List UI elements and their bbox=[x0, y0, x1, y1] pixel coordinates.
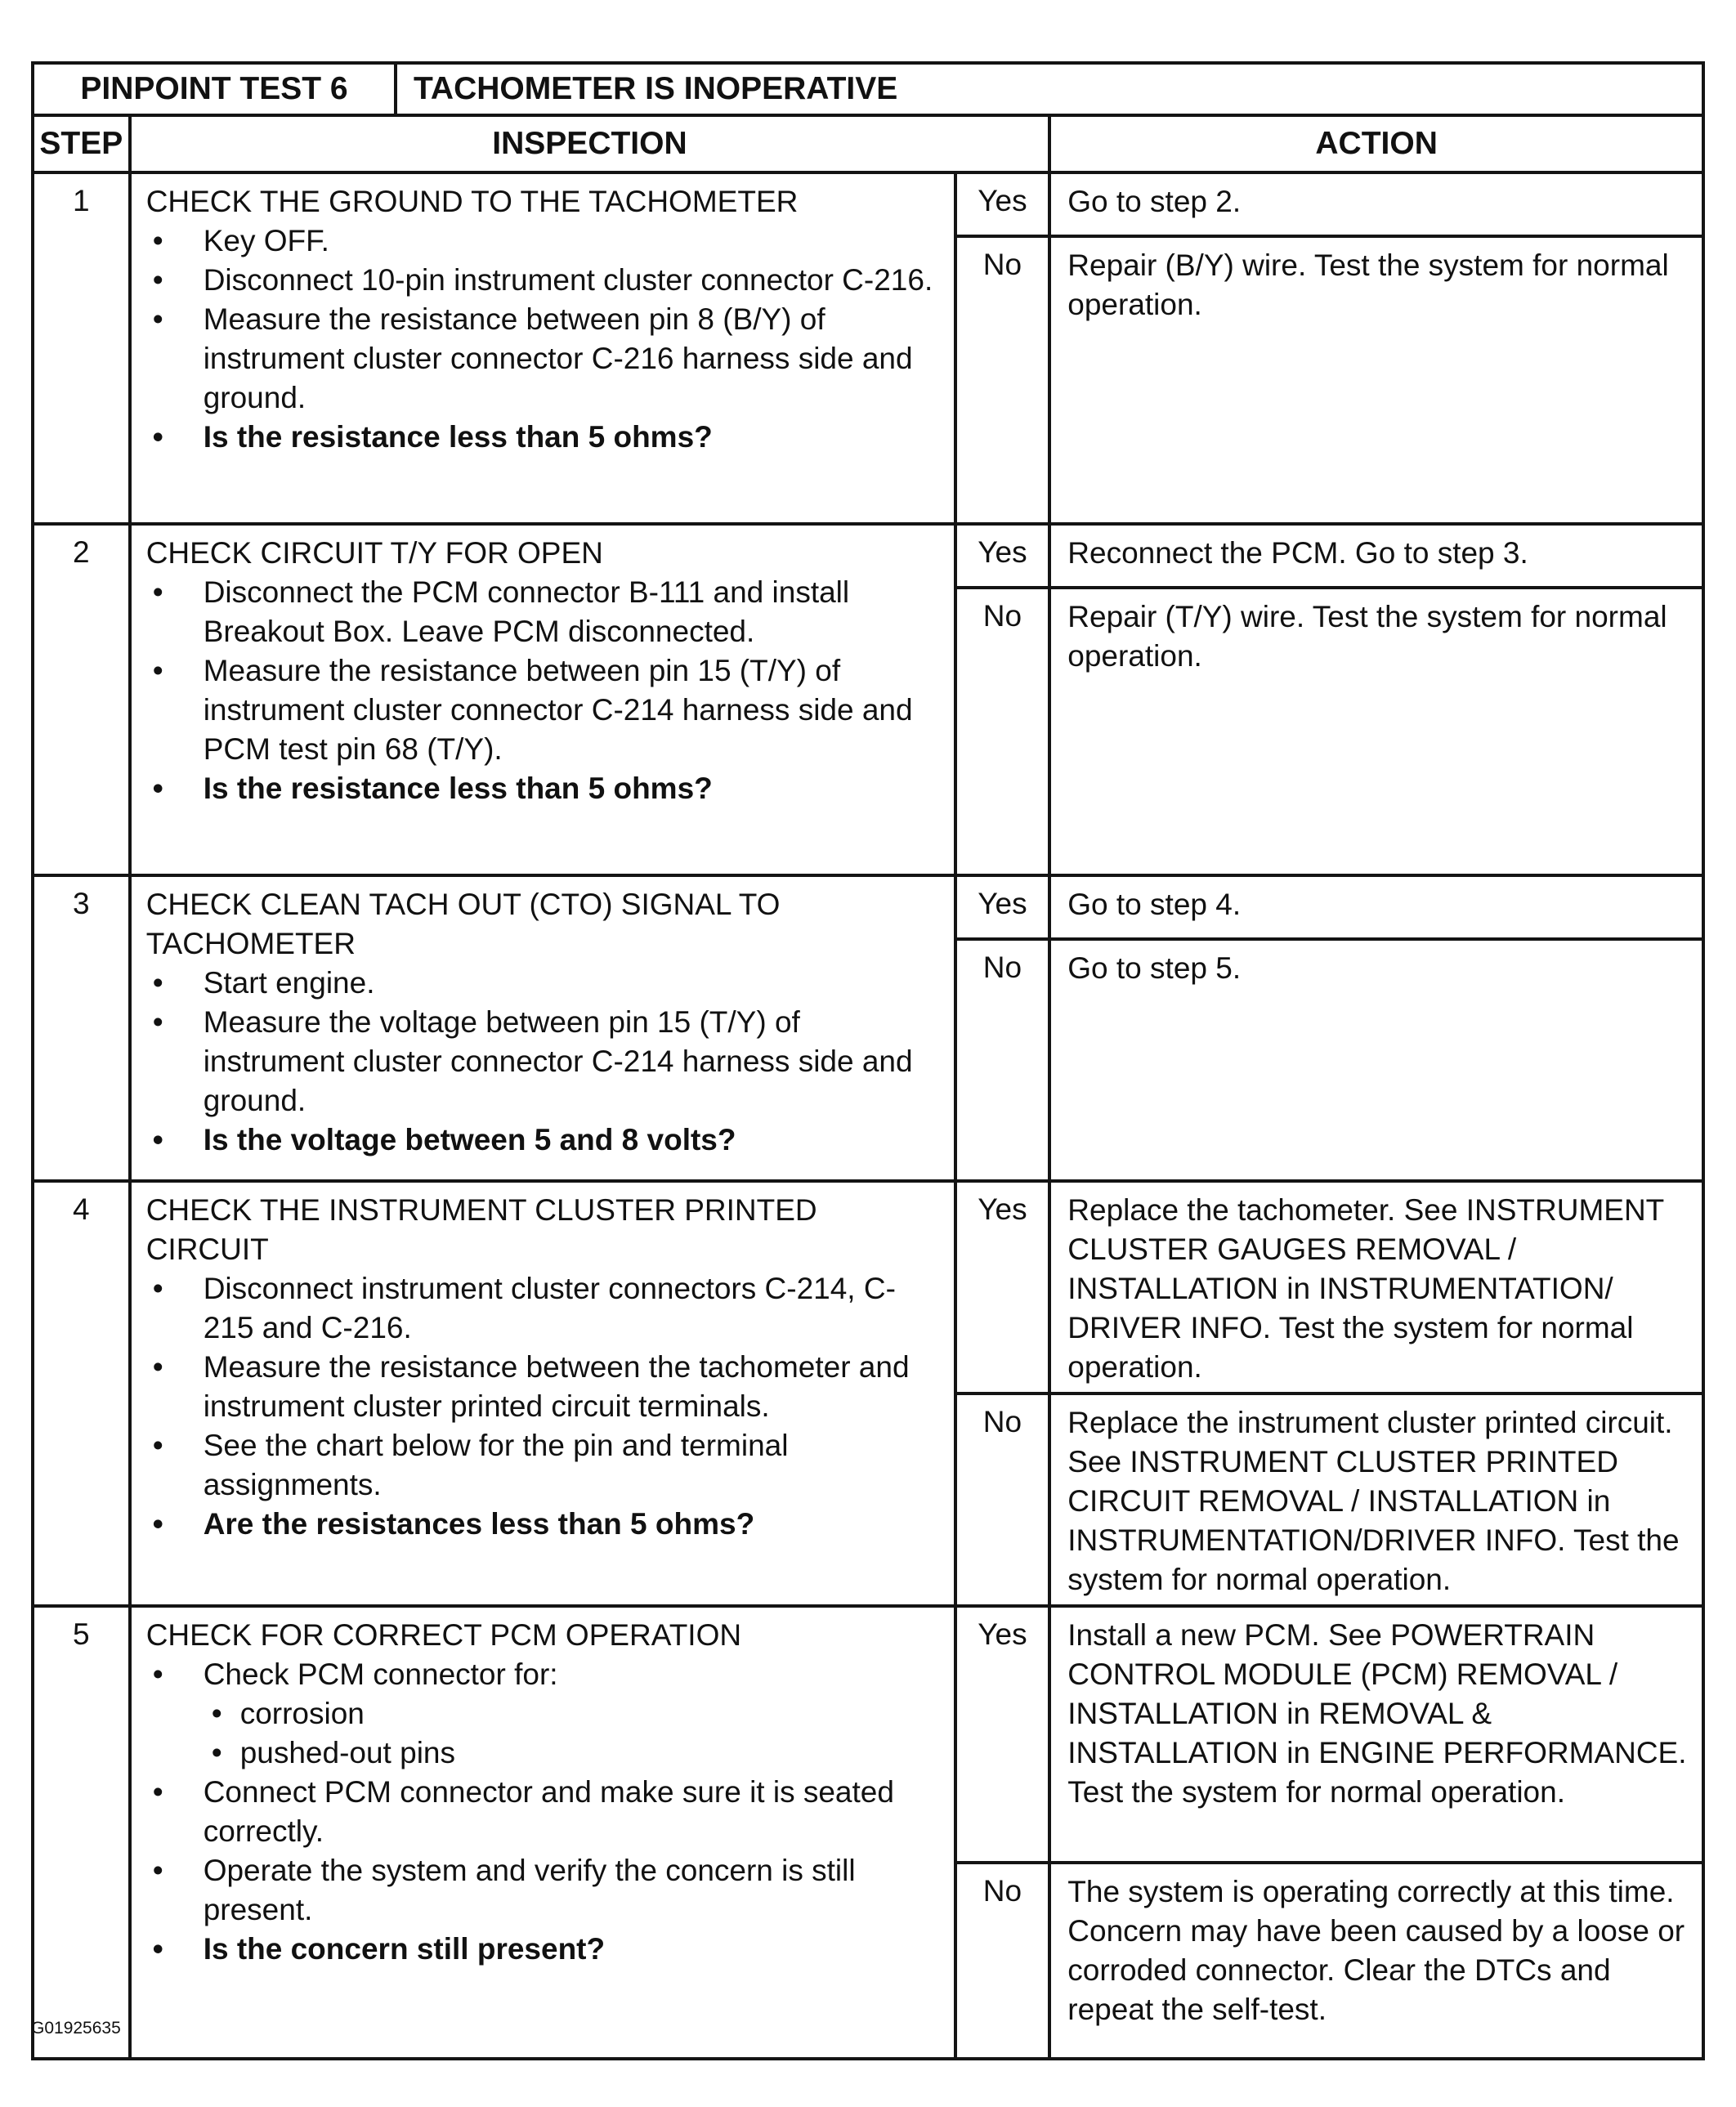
bullet-icon: • bbox=[152, 263, 163, 297]
step-3-no-action: Go to step 5. bbox=[1049, 939, 1703, 1181]
step-4-number: 4 bbox=[33, 1181, 130, 1606]
step-1-question: • Is the resistance less than 5 ohms? bbox=[146, 418, 946, 457]
list-item: • Disconnect 10-pin instrument cluster connector C-216. bbox=[146, 261, 946, 300]
bullet-icon: • bbox=[152, 420, 163, 454]
pinpoint-test-sheet bbox=[31, 61, 1705, 2060]
step-1-yes-label: Yes bbox=[955, 172, 1050, 236]
step-4-no-label: No bbox=[955, 1393, 1050, 1606]
step-4-no-action: Replace the instrument cluster printed circuit. See INSTRUMENT CLUSTER PRINTED CIRCUIT REMOVAL / INSTALLATION in INSTRUMENTATION/DRIVER INFO. Test the system for normal operation. bbox=[1049, 1393, 1703, 1606]
list-item: • See the chart below for the pin and terminal assignments. bbox=[146, 1426, 946, 1505]
step-2-heading: CHECK CIRCUIT T/Y FOR OPEN bbox=[145, 536, 603, 570]
list-item: • Disconnect the PCM connector B-111 and install Breakout Box. Leave PCM disconnected. bbox=[146, 573, 946, 651]
step-3-yes-row bbox=[33, 875, 1703, 939]
list-item: • Measure the resistance between pin 8 (B/Y) of instrument cluster connector C-216 harness side and ground. bbox=[146, 300, 946, 418]
step-1-yes-action: Go to step 2. bbox=[1049, 172, 1703, 236]
step-5-bullets bbox=[146, 1655, 946, 1969]
step-4-inspection bbox=[130, 1181, 955, 1606]
bullet-icon: • bbox=[152, 575, 163, 609]
step-5-question: • Is the concern still present? bbox=[146, 1930, 946, 1969]
bullet-icon: • bbox=[211, 1736, 222, 1769]
step-4-yes-action: Replace the tachometer. See INSTRUMENT CLUSTER GAUGES REMOVAL / INSTALLATION in INSTRUMENTATION/ DRIVER INFO. Test the system for normal operation. bbox=[1049, 1181, 1703, 1393]
list-item: • Check PCM connector for: bbox=[146, 1655, 946, 1694]
list-item: • Operate the system and verify the concern is still present. bbox=[146, 1851, 946, 1930]
step-5-yes-row bbox=[33, 1606, 1703, 1863]
step-5-heading: CHECK FOR CORRECT PCM OPERATION bbox=[145, 1618, 742, 1652]
step-2-yes-action: Reconnect the PCM. Go to step 3. bbox=[1049, 524, 1703, 588]
step-4-bullets bbox=[146, 1269, 946, 1544]
step-4-yes-row bbox=[33, 1181, 1703, 1393]
bullet-icon: • bbox=[152, 1507, 163, 1541]
bullet-icon: • bbox=[152, 654, 163, 687]
column-header-row bbox=[33, 115, 1703, 172]
sub-list-item: • corrosion bbox=[146, 1694, 946, 1733]
test-label: PINPOINT TEST 6 bbox=[34, 65, 397, 114]
step-5-yes-label: Yes bbox=[955, 1606, 1050, 1863]
bullet-icon: • bbox=[152, 302, 163, 336]
step-4-question: • Are the resistances less than 5 ohms? bbox=[146, 1505, 946, 1544]
step-3-no-label: No bbox=[955, 939, 1050, 1181]
list-item: • Start engine. bbox=[146, 964, 946, 1003]
bullet-icon: • bbox=[152, 1005, 163, 1039]
step-3-bullets bbox=[146, 964, 946, 1160]
step-1-number: 1 bbox=[33, 172, 130, 524]
step-5-number: 5 bbox=[33, 1606, 130, 2059]
step-5-inspection bbox=[130, 1606, 955, 2059]
figure-id: G01925635 bbox=[31, 2019, 121, 2038]
bullet-icon: • bbox=[152, 772, 163, 805]
step-1-yes-row bbox=[33, 172, 1703, 236]
bullet-icon: • bbox=[152, 1854, 163, 1887]
step-1-heading: CHECK THE GROUND TO THE TACHOMETER bbox=[145, 185, 799, 218]
sub-list-item: • pushed-out pins bbox=[146, 1733, 946, 1773]
bullet-icon: • bbox=[152, 1429, 163, 1462]
step-1-inspection bbox=[130, 172, 955, 524]
step-2-number: 2 bbox=[33, 524, 130, 875]
step-3-number: 3 bbox=[33, 875, 130, 1181]
step-3-yes-action: Go to step 4. bbox=[1049, 875, 1703, 939]
bullet-icon: • bbox=[152, 966, 163, 1000]
list-item: • Measure the resistance between pin 15 (T/Y) of instrument cluster connector C-214 harness side and PCM test pin 68 (T/Y). bbox=[146, 651, 946, 769]
step-3-yes-label: Yes bbox=[955, 875, 1050, 939]
step-2-yes-row bbox=[33, 524, 1703, 588]
step-4-heading: CHECK THE INSTRUMENT CLUSTER PRINTED CIRCUIT bbox=[145, 1193, 817, 1266]
step-1-no-action: Repair (B/Y) wire. Test the system for normal operation. bbox=[1049, 236, 1703, 524]
step-2-no-action: Repair (T/Y) wire. Test the system for normal operation. bbox=[1049, 588, 1703, 875]
step-3-heading: CHECK CLEAN TACH OUT (CTO) SIGNAL TO TACHOMETER bbox=[145, 888, 781, 960]
column-header-action: ACTION bbox=[1049, 115, 1703, 172]
step-4-yes-label: Yes bbox=[955, 1181, 1050, 1393]
step-5-no-label: No bbox=[955, 1863, 1050, 2059]
step-2-bullets bbox=[146, 573, 946, 808]
bullet-icon: • bbox=[152, 1123, 163, 1156]
step-2-no-label: No bbox=[955, 588, 1050, 875]
bullet-icon: • bbox=[152, 1775, 163, 1809]
test-title: TACHOMETER IS INOPERATIVE bbox=[414, 71, 898, 106]
list-item: • Key OFF. bbox=[146, 221, 946, 261]
bullet-icon: • bbox=[152, 224, 163, 257]
bullet-icon: • bbox=[152, 1657, 163, 1691]
step-2-question: • Is the resistance less than 5 ohms? bbox=[146, 769, 946, 808]
bullet-icon: • bbox=[211, 1697, 222, 1730]
bullet-icon: • bbox=[152, 1350, 163, 1384]
step-3-inspection bbox=[130, 875, 955, 1181]
step-1-no-label: No bbox=[955, 236, 1050, 524]
column-header-inspection: INSPECTION bbox=[130, 115, 1050, 172]
bullet-icon: • bbox=[152, 1272, 163, 1305]
step-2-inspection bbox=[130, 524, 955, 875]
step-5-yes-action: Install a new PCM. See POWERTRAIN CONTROL MODULE (PCM) REMOVAL / INSTALLATION in REMOVAL & INSTALLATION in ENGINE PERFORMANCE. Test the system for normal operation. bbox=[1049, 1606, 1703, 1863]
list-item: • Connect PCM connector and make sure it is seated correctly. bbox=[146, 1773, 946, 1851]
bullet-icon: • bbox=[152, 1932, 163, 1966]
list-item: • Disconnect instrument cluster connectors C-214, C-215 and C-216. bbox=[146, 1269, 946, 1348]
pinpoint-test-table bbox=[31, 61, 1705, 2060]
list-item: • Measure the voltage between pin 15 (T/Y) of instrument cluster connector C-214 harness side and ground. bbox=[146, 1003, 946, 1121]
step-3-question: • Is the voltage between 5 and 8 volts? bbox=[146, 1121, 946, 1160]
column-header-step: STEP bbox=[33, 115, 130, 172]
step-5-no-action: The system is operating correctly at this time. Concern may have been caused by a loose or corroded connector. Clear the DTCs and repeat the self-test. bbox=[1049, 1863, 1703, 2059]
title-row bbox=[33, 63, 1703, 115]
step-2-yes-label: Yes bbox=[955, 524, 1050, 588]
title-cell bbox=[33, 63, 1703, 115]
step-1-bullets bbox=[146, 221, 946, 457]
list-item: • Measure the resistance between the tachometer and instrument cluster printed circuit terminals. bbox=[146, 1348, 946, 1426]
